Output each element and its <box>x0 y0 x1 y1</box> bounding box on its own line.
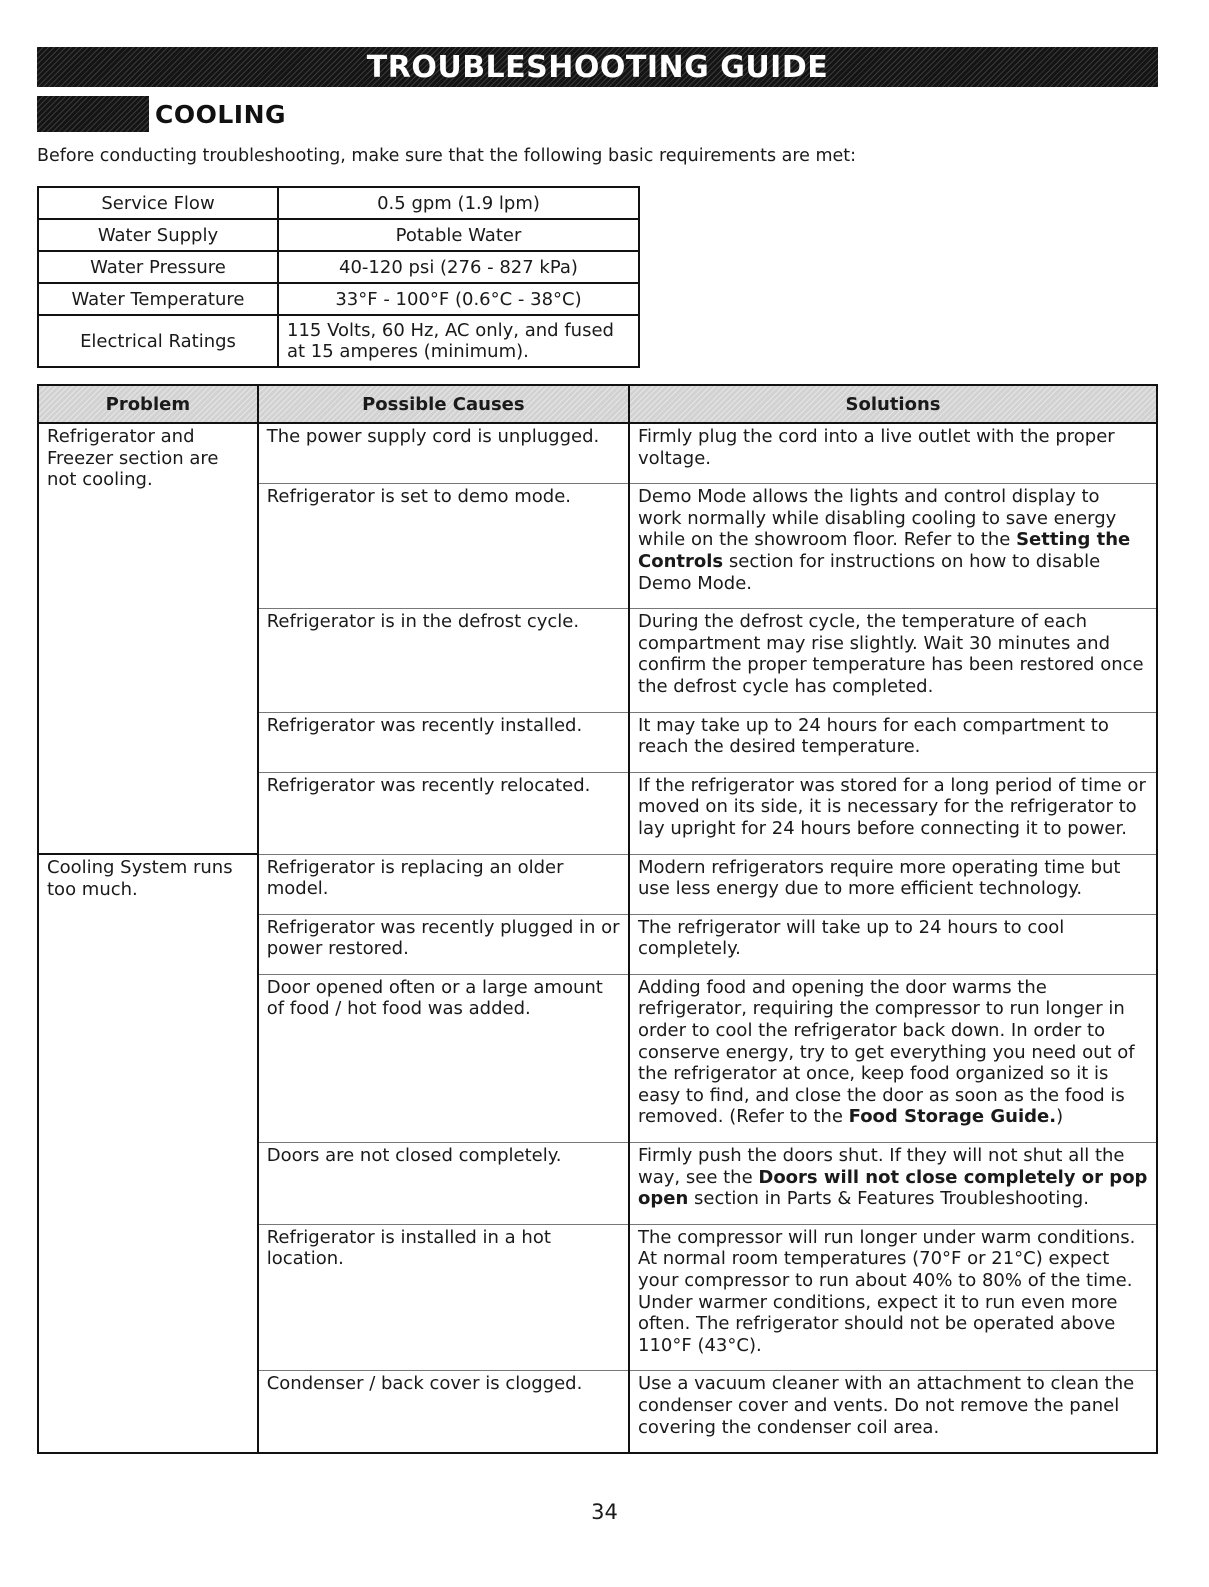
requirement-value: Potable Water <box>278 219 639 251</box>
solution-text: Firmly push the doors shut. If they will not shut all the way, see the <box>638 1145 1125 1188</box>
requirement-value: 115 Volts, 60 Hz, AC only, and fused at 15 amperes (minimum). <box>278 315 639 367</box>
table-row <box>38 854 1157 914</box>
requirement-label: Service Flow <box>38 187 278 219</box>
solution-text: ) <box>1056 1106 1064 1128</box>
solution-cell <box>629 1143 1157 1225</box>
solution-cell: The compressor will run longer under warm conditions. At normal room temperatures (70°F or 21°C) expect your compressor to run about 40% to 80% of the time. Under warmer conditions, expect it to run even more often. The refrigerator should not be operated above 110°F (43°C). <box>629 1224 1157 1371</box>
cause-cell: The power supply cord is unplugged. <box>258 423 629 484</box>
solution-text: section in Parts & Features Troubleshooting. <box>688 1188 1089 1210</box>
header-problem: Problem <box>38 385 258 423</box>
troubleshooting-table <box>37 384 1158 1454</box>
problem-cell: Refrigerator and Freezer section are not cooling. <box>38 423 258 854</box>
table-header-row <box>38 385 1157 423</box>
title-banner <box>37 47 1158 87</box>
header-possible-causes: Possible Causes <box>258 385 629 423</box>
section-title: COOLING <box>155 99 287 129</box>
requirement-row <box>38 251 639 283</box>
solution-text: Adding food and opening the door warms the refrigerator, requiring the compressor to run longer in order to cool the refrigerator back down. In order to conserve energy, try to get everything you need out of the refrigerator at once, keep food organized so it is easy to find, and close the door as soon as the food is removed. (Refer to the <box>638 976 1135 1128</box>
cause-cell: Refrigerator is in the defrost cycle. <box>258 609 629 712</box>
page-number: 34 <box>591 1500 618 1524</box>
header-solutions: Solutions <box>629 385 1157 423</box>
section-marker <box>37 96 149 132</box>
cause-cell: Refrigerator is installed in a hot location. <box>258 1224 629 1371</box>
solution-cell: If the refrigerator was stored for a long period of time or moved on its side, it is necessary for the refrigerator to lay upright for 24 hours before connecting it to power. <box>629 772 1157 854</box>
section-reference: Food Storage Guide. <box>848 1106 1057 1128</box>
cause-cell: Refrigerator was recently relocated. <box>258 772 629 854</box>
intro-text: Before conducting troubleshooting, make sure that the following basic requirements are met: <box>37 146 857 166</box>
requirement-label: Water Pressure <box>38 251 278 283</box>
requirement-row <box>38 283 639 315</box>
requirement-value: 0.5 gpm (1.9 lpm) <box>278 187 639 219</box>
cause-cell: Door opened often or a large amount of food / hot food was added. <box>258 974 629 1142</box>
page-title: TROUBLESHOOTING GUIDE <box>366 49 829 85</box>
requirement-row <box>38 187 639 219</box>
requirement-row <box>38 315 639 367</box>
cause-cell: Refrigerator was recently plugged in or power restored. <box>258 914 629 974</box>
requirements-table <box>37 186 640 368</box>
requirement-label: Water Supply <box>38 219 278 251</box>
section-heading <box>37 96 286 132</box>
problem-cell: Cooling System runs too much. <box>38 854 258 1453</box>
table-row <box>38 423 1157 484</box>
solution-cell: Use a vacuum cleaner with an attachment to clean the condenser cover and vents. Do not remove the panel covering the condenser coil area. <box>629 1371 1157 1453</box>
solution-cell: The refrigerator will take up to 24 hours to cool completely. <box>629 914 1157 974</box>
requirement-value: 40-120 psi (276 - 827 kPa) <box>278 251 639 283</box>
requirement-value: 33°F - 100°F (0.6°C - 38°C) <box>278 283 639 315</box>
requirement-label: Electrical Ratings <box>38 315 278 367</box>
requirement-label: Water Temperature <box>38 283 278 315</box>
section-reference: Doors will not close completely or pop open <box>638 1166 1148 1210</box>
solution-cell: Modern refrigerators require more operating time but use less energy due to more efficient technology. <box>629 854 1157 914</box>
solution-cell <box>629 484 1157 609</box>
cause-cell: Refrigerator is replacing an older model. <box>258 854 629 914</box>
solution-text: Demo Mode allows the lights and control display to work normally while disabling cooling to save energy while on the showroom floor. Refer to the <box>638 486 1117 551</box>
solution-cell: During the defrost cycle, the temperature of each compartment may rise slightly. Wait 30 minutes and confirm the proper temperature has been restored once the defrost cycle has completed. <box>629 609 1157 712</box>
solution-cell <box>629 974 1157 1142</box>
section-reference: Setting the Controls <box>638 529 1131 572</box>
cause-cell: Refrigerator is set to demo mode. <box>258 484 629 609</box>
solution-cell: It may take up to 24 hours for each compartment to reach the desired temperature. <box>629 712 1157 772</box>
solution-text: section for instructions on how to disable Demo Mode. <box>638 550 1101 594</box>
requirement-row <box>38 219 639 251</box>
cause-cell: Condenser / back cover is clogged. <box>258 1371 629 1453</box>
cause-cell: Doors are not closed completely. <box>258 1143 629 1225</box>
cause-cell: Refrigerator was recently installed. <box>258 712 629 772</box>
solution-cell: Firmly plug the cord into a live outlet with the proper voltage. <box>629 423 1157 484</box>
